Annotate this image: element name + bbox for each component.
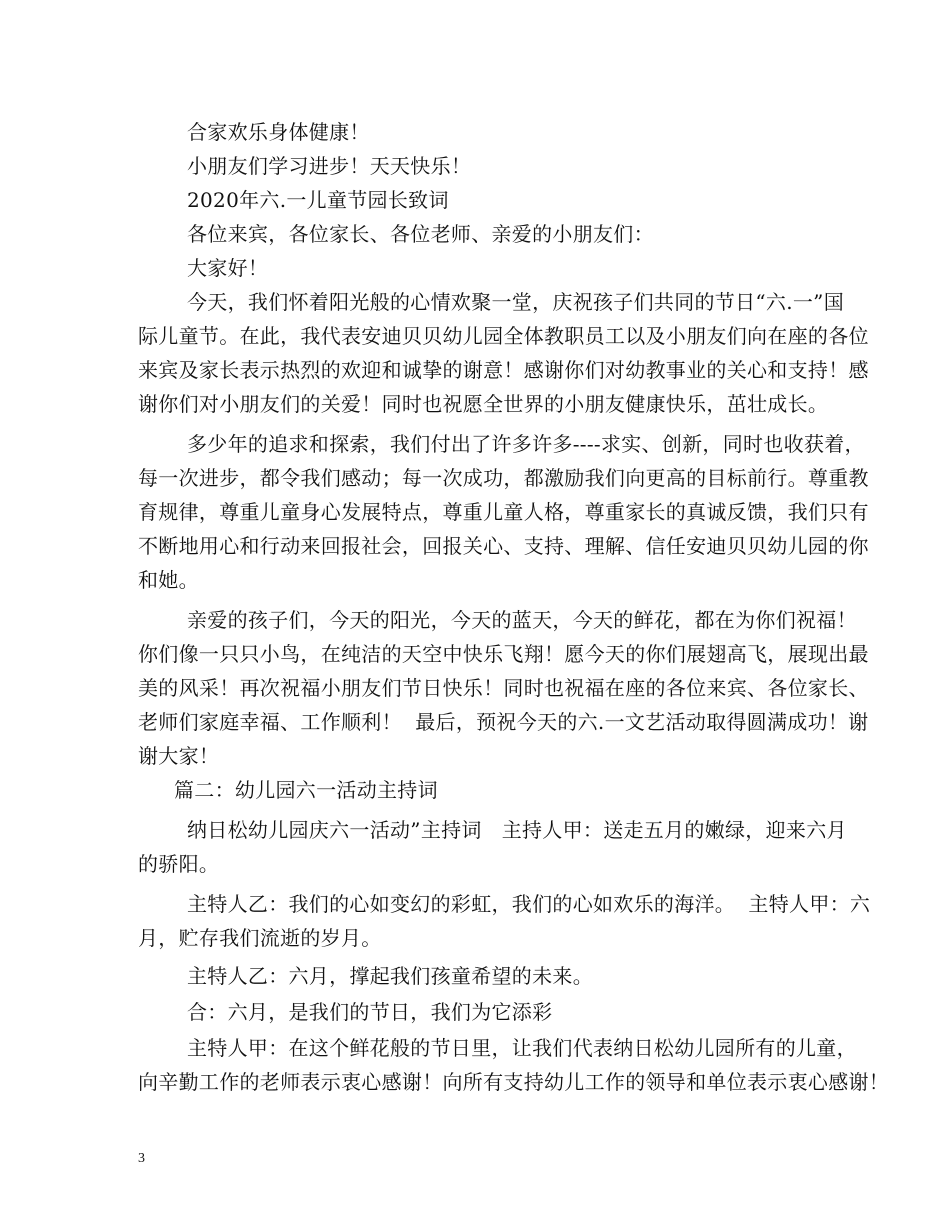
text-line: 多少年的追求和探索，我们付出了许多许多----求实、创新，同时也收获着， [187,432,865,456]
text-line: 美的风采！再次祝福小朋友们节日快乐！同时也祝福在座的各位来宾、各位家长、 [138,676,869,700]
text-line: 每一次进步，都令我们感动；每一次成功，都激励我们向更高的目标前行。尊重教 [138,466,869,490]
section-heading: 2020年六.一儿童节园长致词 [187,188,449,212]
text-line: 今天，我们怀着阳光般的心情欢聚一堂，庆祝孩子们共同的节日“六.一”国 [187,290,845,314]
text-line: 来宾及家长表示热烈的欢迎和诚挚的谢意！感谢你们对幼教事业的关心和支持！感 [138,358,869,382]
text-line: 向辛勤工作的老师表示衷心感谢！向所有支持幼儿工作的领导和单位表示衷心感谢！ [138,1070,890,1094]
text-line: 月，贮存我们流逝的岁月。 [138,926,382,950]
text-line: 主特人乙：六月，撑起我们孩童希望的未来。 [187,964,593,988]
text-line: 小朋友们学习进步！天天快乐！ [187,154,472,178]
text-line: 你们像一只只小鸟，在纯洁的天空中快乐飞翔！愿今天的你们展翅高飞，展现出最 [138,642,869,666]
text-line: 亲爱的孩子们，今天的阳光，今天的蓝天，今天的鲜花，都在为你们祝福！ [187,608,857,632]
text-line: 的骄阳。 [138,852,220,876]
text-line: 各位来宾，各位家长、各位老师、亲爱的小朋友们： [187,222,654,246]
text-line: 大家好！ [187,256,269,280]
text-line: 主特人乙：我们的心如变幻的彩虹，我们的心如欢乐的海洋。 主特人甲：六 [187,892,871,916]
text-line: 育规律，尊重儿童身心发展特点，尊重儿童人格，尊重家长的真诚反馈，我们只有 [138,500,869,524]
section-heading: 篇二：幼儿园六一活动主持词 [174,778,438,802]
page-number: 3 [138,1151,145,1166]
text-line: 谢大家！ [138,744,220,768]
text-line: 和她。 [138,568,199,592]
text-line: 合：六月，是我们的节日，我们为它添彩 [187,1000,553,1024]
text-line: 纳日松幼儿园庆六一活动”主持词 主持人甲：送走五月的嫩绿，迎来六月 [187,818,847,842]
text-line: 主特人甲：在这个鲜花般的节日里，让我们代表纳日松幼儿园所有的儿童， [187,1036,857,1060]
text-line: 不断地用心和行动来回报社会，回报关心、支持、理解、信任安迪贝贝幼儿园的你 [138,534,869,558]
text-line: 老师们家庭幸福、工作顺利！ 最后，预祝今天的六.一文艺活动取得圆满成功！谢 [138,710,869,734]
text-line: 谢你们对小朋友们的关爱！同时也祝愿全世界的小朋友健康快乐，茁壮成长。 [138,392,829,416]
text-line: 际儿童节。在此，我代表安迪贝贝幼儿园全体教职员工以及小朋友们向在座的各位 [138,324,869,348]
text-line: 合家欢乐身体健康！ [187,120,370,144]
